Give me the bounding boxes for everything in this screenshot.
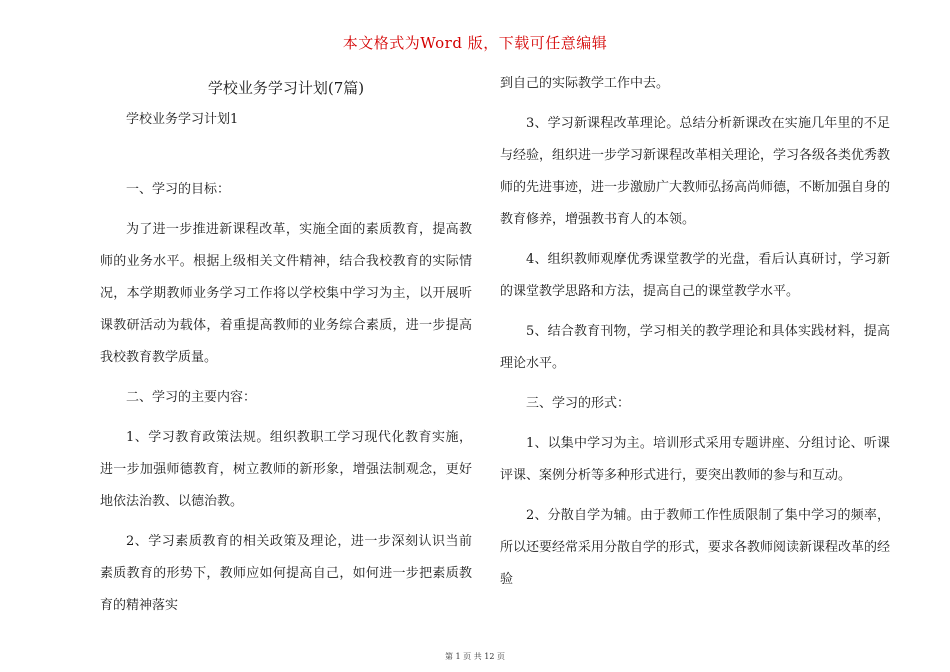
paragraph: 1、学习教育政策法规。组织教职工学习现代化教育实施，进一步加强师德教育，树立教师的新形象，增强法制观念，更好地依法治教、以德治教。 [100, 430, 472, 509]
paragraph: 4、组织教师观摩优秀课堂教学的光盘，看后认真研讨，学习新的课堂教学思路和方法，提高自己的课堂教学水平。 [500, 252, 890, 299]
right-column [500, 68, 890, 604]
paragraph-continued: 到自己的实际教学工作中去。 [500, 76, 670, 91]
paragraph: 2、学习素质教育的相关政策及理论，进一步深刻认识当前素质教育的形势下，教师应如何提高自己，如何进一步把素质教育的精神落实 [100, 534, 472, 613]
paragraph: 2、分散自学为辅。由于教师工作性质限制了集中学习的频率，所以还要经常采用分散自学的形式，要求各教师阅读新课程改革的经验 [500, 508, 891, 587]
paragraph: 5、结合教育刊物，学习相关的教学理论和具体实践材料，提高理论水平。 [500, 324, 890, 371]
format-banner: 本文格式为Word 版，下载可任意编辑 [342, 34, 608, 52]
heading-goals: 一、学习的目标： [126, 182, 231, 197]
paragraph: 为了进一步推进新课程改革，实施全面的素质教育，提高教师的业务水平。根据上级相关文件精神，结合我校教育的实际情况，本学期教师业务学习工作将以学校集中学习为主，以开展听课教研活动为载体，着重提高教师的业务综合素质，进一步提高我校教育教学质量。 [100, 222, 472, 365]
document-title: 学校业务学习计划(7篇) [207, 79, 365, 97]
left-column [100, 72, 472, 630]
heading-content: 二、学习的主要内容： [126, 390, 257, 405]
heading-form: 三、学习的形式： [526, 396, 631, 411]
paragraph: 1、以集中学习为主。培训形式采用专题讲座、分组讨论、听课评课、案例分析等多种形式进行，要突出教师的参与和互动。 [500, 436, 890, 483]
page-footer: 第 1 页 共 12 页 [445, 652, 505, 661]
spacer [100, 144, 472, 174]
section-subtitle: 学校业务学习计划1 [126, 112, 239, 127]
paragraph: 3、学习新课程改革理论。总结分析新课改在实施几年里的不足与经验，组织进一步学习新课程改革相关理论，学习各级各类优秀教师的先进事迹，进一步激励广大教师弘扬高尚师德，不断加强自身的教育修养，增强教书育人的本领。 [500, 116, 891, 227]
